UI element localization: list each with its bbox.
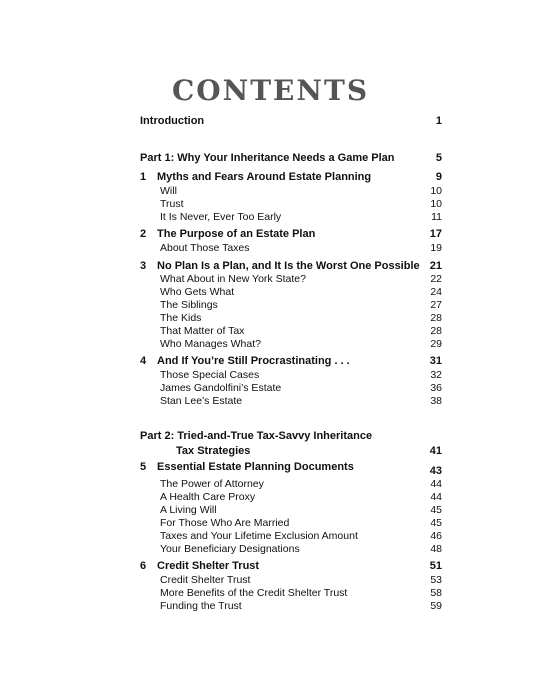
entry-page: 5 — [435, 152, 442, 164]
entry-title: And If You’re Still Procrastinating . . . — [157, 355, 350, 367]
entry-title: Introduction — [140, 115, 205, 127]
entry-page: 41 — [429, 445, 442, 457]
entry-page: 36 — [430, 382, 442, 394]
chapter-number: 1 — [140, 171, 147, 183]
entry-title: Essential Estate Planning Documents — [157, 461, 354, 473]
entry-title: A Health Care Proxy — [160, 491, 256, 503]
entry-title: The Purpose of an Estate Plan — [157, 228, 316, 240]
entry-page: 59 — [430, 600, 442, 612]
entry-title: Those Special Cases — [160, 369, 260, 381]
entry-page: 19 — [430, 242, 442, 254]
chapter-number: 6 — [140, 560, 147, 572]
entry-title: The Kids — [160, 312, 202, 324]
entry-title: That Matter of Tax — [160, 325, 245, 337]
entry-title: Part 2: Tried-and-True Tax-Savvy Inheritance — [140, 430, 373, 442]
toc-chapter-5[interactable] — [140, 457, 442, 477]
entry-title: It Is Never, Ever Too Early — [160, 211, 282, 223]
entry-page: 31 — [429, 355, 442, 367]
entry-title: Taxes and Your Lifetime Exclusion Amount — [160, 530, 358, 542]
entry-title: Tax Strategies — [176, 445, 251, 457]
entry-title: Who Gets What — [160, 286, 235, 298]
entry-page: 46 — [430, 530, 442, 542]
entry-title: Part 1: Why Your Inheritance Needs a Game Plan — [140, 152, 395, 164]
chapter-number: 5 — [140, 461, 147, 473]
entry-page: 28 — [430, 325, 442, 337]
entry-title: A Living Will — [160, 504, 217, 516]
entry-page: 58 — [430, 587, 442, 599]
entry-title: Who Manages What? — [160, 338, 261, 350]
entry-page: 17 — [429, 228, 442, 240]
entry-page: 1 — [435, 115, 442, 127]
toc-entry-part-2-continued[interactable] — [140, 441, 442, 457]
entry-page: 48 — [430, 543, 442, 555]
entry-page: 28 — [430, 312, 442, 324]
toc-entry-introduction[interactable] — [140, 111, 442, 127]
toc-entry-part-2[interactable] — [140, 426, 442, 442]
page-title: CONTENTS — [171, 74, 370, 107]
toc-section[interactable] — [140, 334, 442, 350]
entry-page: 29 — [430, 338, 442, 350]
chapter-number: 3 — [140, 260, 147, 272]
entry-title: The Power of Attorney — [160, 478, 264, 490]
entry-page: 27 — [430, 299, 442, 311]
entry-page: 51 — [429, 560, 442, 572]
entry-page: 21 — [429, 260, 442, 272]
entry-page: 32 — [430, 369, 442, 381]
entry-title: What About in New York State? — [160, 273, 306, 285]
entry-title: James Gandolfini’s Estate — [160, 382, 282, 394]
entry-title: More Benefits of the Credit Shelter Trust — [160, 587, 348, 599]
entry-page: 10 — [430, 185, 442, 197]
entry-page: 45 — [430, 517, 442, 529]
entry-title: Will — [160, 185, 177, 197]
entry-page: 44 — [430, 491, 442, 503]
entry-title: The Siblings — [160, 299, 218, 311]
toc-section[interactable] — [140, 238, 442, 254]
entry-title: No Plan Is a Plan, and It Is the Worst One Possible — [157, 260, 420, 272]
entry-page: 24 — [430, 286, 442, 298]
toc-section[interactable] — [140, 391, 442, 407]
entry-title: Credit Shelter Trust — [160, 574, 251, 586]
entry-page: 45 — [430, 504, 442, 516]
toc-section[interactable] — [140, 539, 442, 555]
entry-page: 10 — [430, 198, 442, 210]
entry-page: 9 — [435, 171, 442, 183]
entry-title: For Those Who Are Married — [160, 517, 290, 529]
entry-page: 53 — [430, 574, 442, 586]
toc-section[interactable] — [140, 596, 442, 612]
chapter-number: 4 — [140, 355, 147, 367]
entry-title: Stan Lee’s Estate — [160, 395, 243, 407]
toc-section[interactable] — [140, 207, 442, 223]
entry-page: 43 — [429, 465, 442, 477]
entry-page: 11 — [431, 211, 442, 223]
toc-entry-part-1[interactable] — [140, 148, 442, 164]
chapter-number: 2 — [140, 228, 147, 240]
entry-page: 22 — [430, 273, 442, 285]
entry-title: Trust — [160, 198, 184, 210]
entry-title: Your Beneficiary Designations — [160, 543, 300, 555]
entry-page: 38 — [430, 395, 442, 407]
entry-title: Credit Shelter Trust — [157, 560, 260, 572]
entry-title: Funding the Trust — [160, 600, 242, 612]
entry-title: About Those Taxes — [160, 242, 250, 254]
entry-page: 44 — [430, 478, 442, 490]
entry-title: Myths and Fears Around Estate Planning — [157, 171, 372, 183]
